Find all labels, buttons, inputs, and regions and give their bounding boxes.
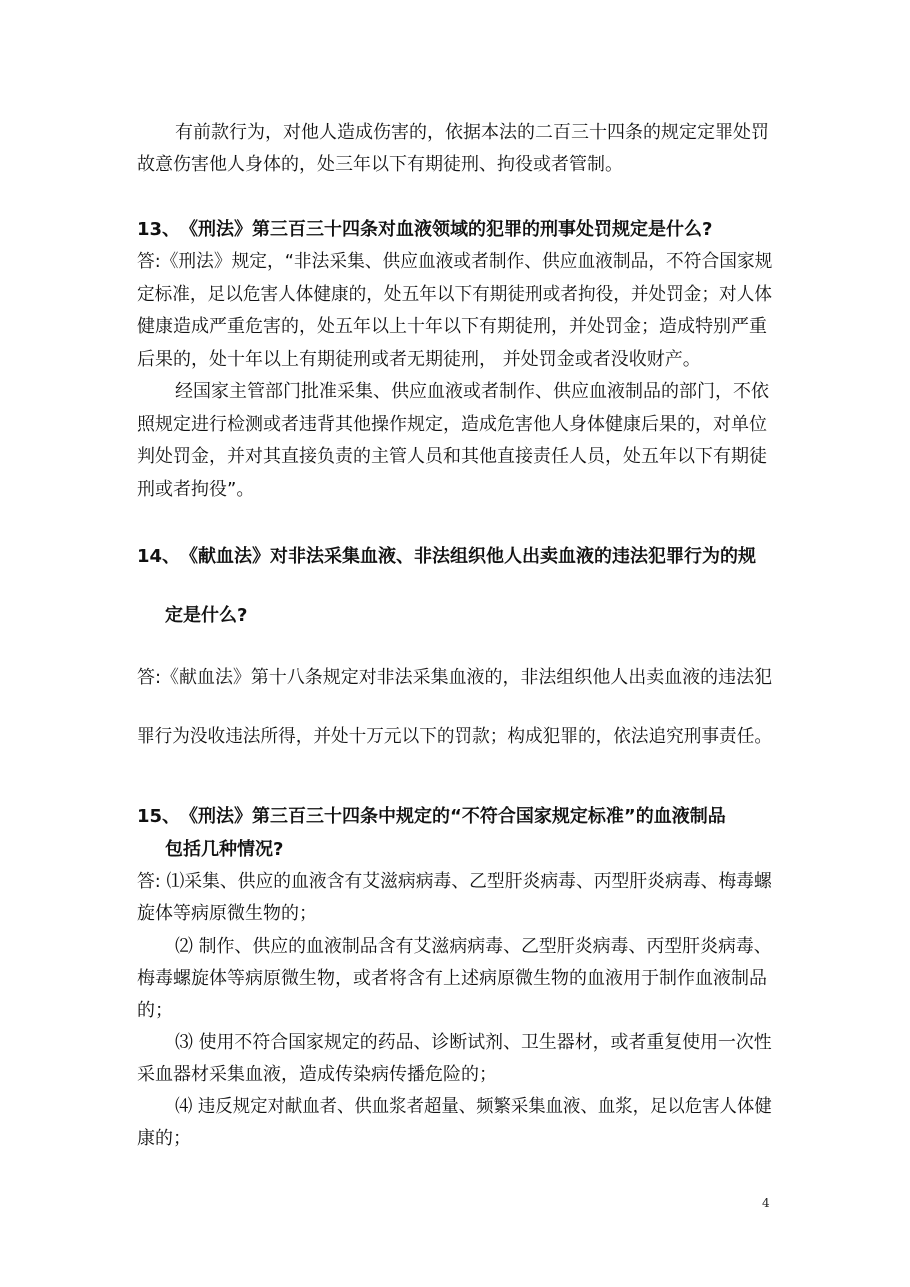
q15-item-4-line-2: 康的； [137, 1128, 191, 1149]
q15-item-1-line-1: 答: ⑴采集、供应的血液含有艾滋病病毒、乙型肝炎病毒、丙型肝炎病毒、梅毒螺 [137, 871, 772, 892]
intro-line-2: 故意伤害他人身体的，处三年以下有期徒刑、拘役或者管制。 [137, 154, 623, 175]
q14-title-line-2: 定是什么? [165, 605, 248, 626]
q15-item-3-line-1: ⑶ 使用不符合国家规定的药品、诊断试剂、卫生器材，或者重复使用一次性 [175, 1032, 772, 1053]
q13-para2-line-1: 经国家主管部门批准采集、供应血液或者制作、供应血液制品的部门，不依 [175, 381, 769, 402]
q13-title: 13、 《刑法》第三百三十四条对血液领域的犯罪的刑事处罚规定是什么? [137, 219, 713, 240]
intro-line-1: 有前款行为，对他人造成伤害的，依据本法的二百三十四条的规定定罪处罚 [175, 122, 769, 143]
q14-title-line-1: 14、 《献血法》对非法采集血液、非法组织他人出卖血液的违法犯罪行为的规 [137, 546, 757, 567]
q15-item-2-line-1: ⑵ 制作、供应的血液制品含有艾滋病病毒、乙型肝炎病毒、丙型肝炎病毒、 [175, 936, 772, 957]
q13-para2-line-4: 刑或者拘役”。 [137, 479, 255, 500]
page-number: 4 [762, 1196, 770, 1210]
q15-item-2-line-3: 的； [137, 1000, 173, 1021]
q15-item-2-line-2: 梅毒螺旋体等病原微生物，或者将含有上述病原微生物的血液用于制作血液制品 [137, 968, 767, 989]
q13-para2-line-3: 判处罚金，并对其直接负责的主管人员和其他直接责任人员，处五年以下有期徒 [137, 446, 767, 467]
q13-answer-line-4: 后果的，处十年以上有期徒刑或者无期徒刑， 并处罚金或者没收财产。 [137, 349, 701, 370]
q13-para2-line-2: 照规定进行检测或者违背其他操作规定，造成危害他人身体健康后果的，对单位 [137, 414, 767, 435]
q15-item-3-line-2: 采血器材采集血液，造成传染病传播危险的； [137, 1064, 497, 1085]
q15-item-4-line-1: ⑷ 违反规定对献血者、供血浆者超量、频繁采集血液、血浆，足以危害人体健 [175, 1096, 772, 1117]
q15-title-line-2: 包括几种情况? [165, 839, 284, 860]
q15-item-1-line-2: 旋体等病原微生物的； [137, 903, 317, 924]
q15-title-line-1: 15、 《刑法》第三百三十四条中规定的“不符合国家规定标准”的血液制品 [137, 806, 726, 827]
q14-answer-line-2: 罪行为没收违法所得，并处十万元以下的罚款；构成犯罪的，依法追究刑事责任。 [137, 726, 772, 747]
q13-answer-line-2: 定标准，足以危害人体健康的，处五年以下有期徒刑或者拘役，并处罚金；对人体 [137, 284, 772, 305]
q14-answer-line-1: 答:《献血法》第十八条规定对非法采集血液的，非法组织他人出卖血液的违法犯 [137, 667, 773, 688]
q13-answer-line-3: 健康造成严重危害的，处五年以上十年以下有期徒刑，并处罚金；造成特别严重 [137, 316, 767, 337]
q13-answer-line-1: 答:《刑法》规定，“非法采集、供应血液或者制作、供应血液制品，不符合国家规 [137, 251, 773, 272]
